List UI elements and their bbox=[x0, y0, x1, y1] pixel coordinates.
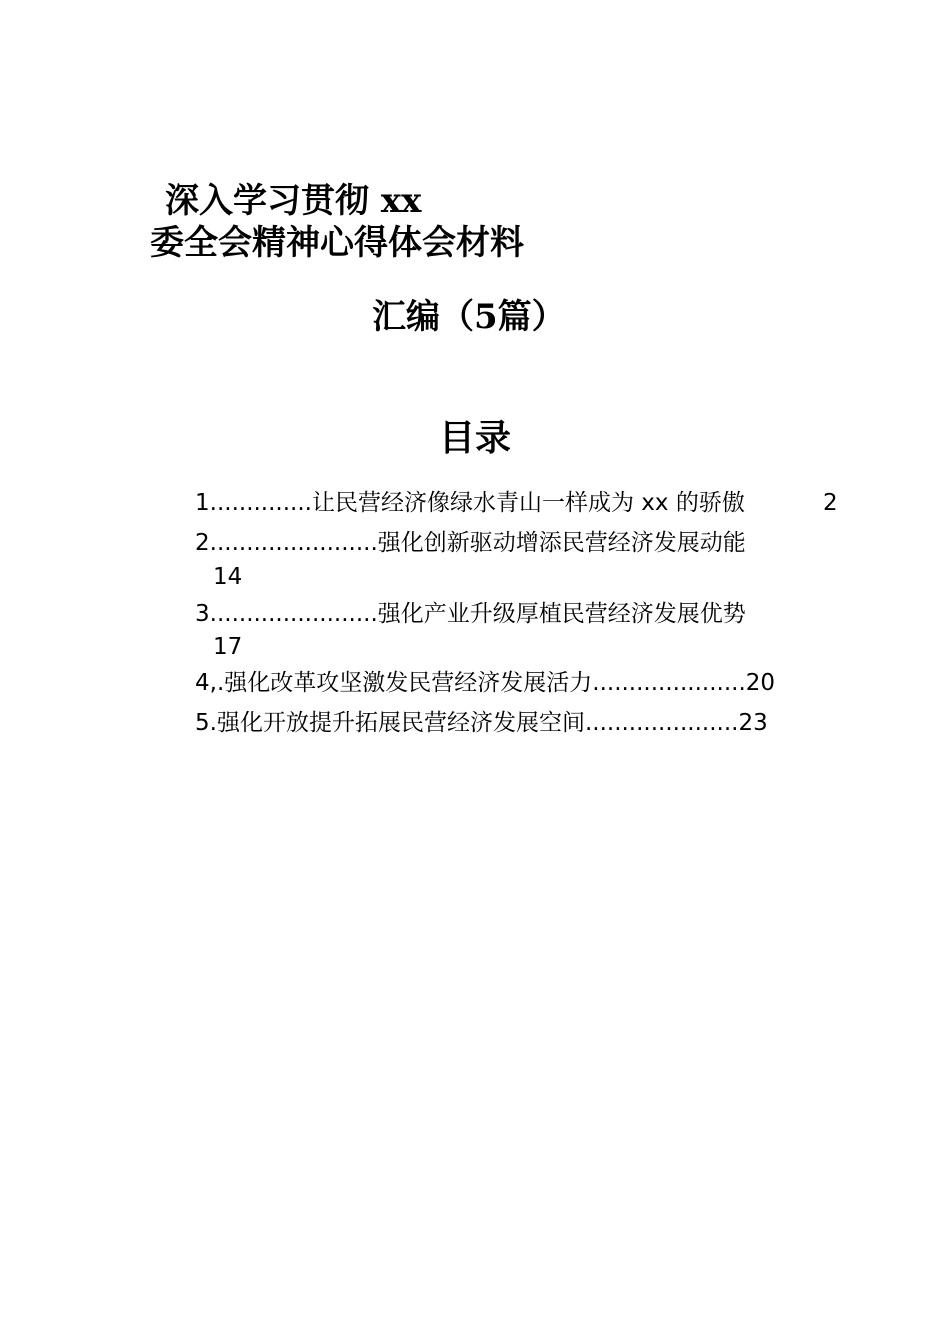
toc-heading: 目录 bbox=[438, 417, 511, 459]
toc-entry-2[interactable]: 2.......................强化创新驱动增添民营经济发展动能 bbox=[195, 530, 746, 556]
toc-entry-4[interactable]: 4,.强化改革攻坚激发民营经济发展活力.....................20 bbox=[195, 670, 776, 696]
toc-entry-3-page: 17 bbox=[213, 634, 243, 660]
toc-entry-3[interactable]: 3.......................强化产业升级厚植民营经济发展优势 bbox=[195, 601, 746, 627]
document-title-line-2: 委全会精神心得体会材料 bbox=[150, 223, 524, 263]
toc-entry-1-page: 2 bbox=[823, 490, 838, 516]
document-title-line-1: 深入学习贯彻 xx bbox=[165, 181, 422, 221]
toc-entry-2-page: 14 bbox=[213, 564, 243, 590]
document-title-line-3: 汇编（5篇） bbox=[372, 297, 566, 337]
toc-entry-1[interactable]: 1..............让民营经济像绿水青山一样成为 xx 的骄傲 bbox=[195, 490, 745, 516]
toc-entry-5[interactable]: 5.强化开放提升拓展民营经济发展空间.....................23 bbox=[195, 710, 768, 736]
